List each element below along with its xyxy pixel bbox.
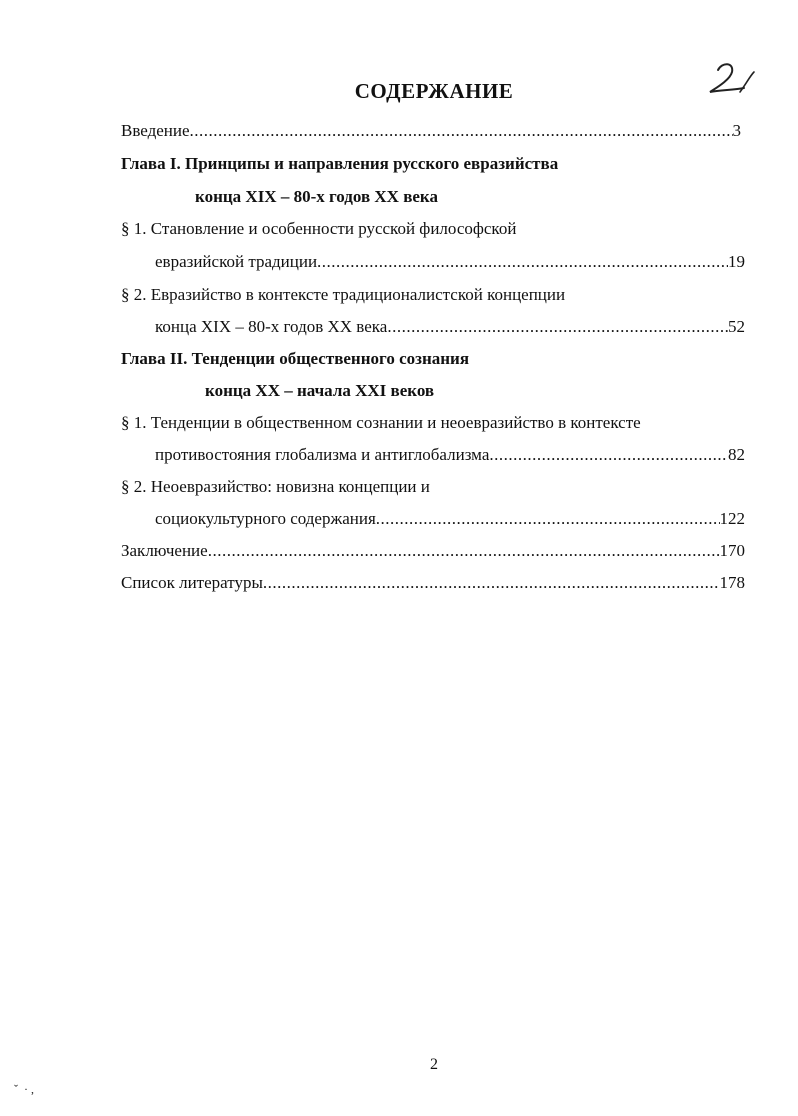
toc-leader-dots [190,121,733,141]
section-2-1-line1: § 1. Тенденции в общественном сознании и неоевразийство в контексте [121,413,641,432]
section-2-2-line1: § 2. Неоевразийство: новизна концепции и [121,477,430,496]
toc-page-number: 19 [728,252,745,271]
toc-entry-section-1-2 [155,317,745,337]
toc-leader-dots [263,573,720,593]
toc-page-number: 3 [732,121,741,140]
toc-page-number: 82 [728,445,745,464]
toc-label: Список литературы [121,573,263,592]
toc-entry-conclusion [121,541,745,561]
toc-page-number: 52 [728,317,745,336]
toc-label: Заключение [121,541,208,560]
toc-page-number: 170 [719,541,745,560]
toc-page-number: 178 [719,573,745,592]
toc-entry-section-2-1 [155,445,745,465]
toc-page-number: 122 [719,509,745,528]
toc-label: Введение [121,121,190,140]
scan-artifact: ˇ · , [14,1082,34,1096]
toc-leader-dots [376,509,720,529]
section-1-2-line1: § 2. Евразийство в контексте традиционалистской концепции [121,285,566,304]
toc-label: евразийской традиции [155,252,318,271]
page-title: СОДЕРЖАНИЕ [354,79,514,103]
chapter-2-heading-line2: конца XX – начала XXI веков [205,381,435,400]
toc-leader-dots [387,317,728,337]
toc-label: социокультурного содержания [155,509,376,528]
chapter-1-heading-line1: Глава I. Принципы и направления русского евразийства [121,154,559,173]
toc-entry-references [121,573,745,593]
toc-label: противостояния глобализма и антиглобализма [155,445,490,464]
toc-entry-section-1-1 [155,252,745,272]
section-1-1-line1: § 1. Становление и особенности русской философской [121,219,517,238]
toc-leader-dots [317,252,728,272]
chapter-2-heading-line1: Глава II. Тенденции общественного сознания [121,349,470,368]
toc-leader-dots [208,541,720,561]
toc-entry-intro [121,121,741,141]
footer-page-number: 2 [430,1056,438,1073]
toc-leader-dots [489,445,728,465]
toc-entry-section-2-2 [155,509,745,529]
chapter-1-heading-line2: конца XIX – 80-х годов XX века [195,187,438,206]
toc-label: конца XIX – 80-х годов XX века [155,317,388,336]
